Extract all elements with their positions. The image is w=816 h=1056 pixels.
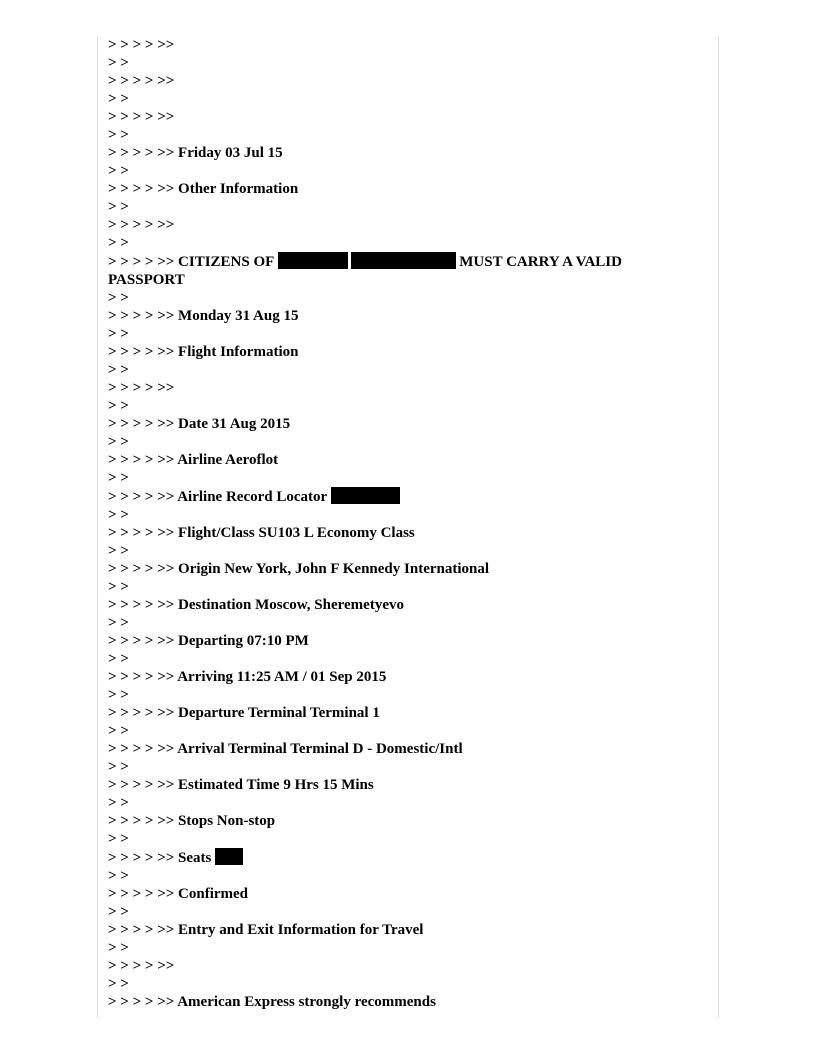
quote-line: > > bbox=[108, 579, 129, 595]
arriving-line: > > > > >> Arriving 11:25 AM / 01 Sep 2015 bbox=[108, 669, 387, 685]
quote-line: > > bbox=[108, 434, 129, 450]
itinerary-date-line: > > > > >> Monday 31 Aug 15 bbox=[108, 308, 299, 324]
quote-line: > > > > >> bbox=[108, 958, 175, 974]
redaction-block bbox=[215, 848, 243, 865]
quote-line: > > bbox=[108, 507, 129, 523]
quote-line: > > bbox=[108, 91, 129, 107]
quote-line: > > bbox=[108, 398, 129, 414]
quote-line: > > bbox=[108, 759, 129, 775]
arrival-terminal-line: > > > > >> Arrival Terminal Terminal D - Domestic/Intl bbox=[108, 741, 463, 757]
email-body bbox=[108, 36, 668, 1011]
flight-date-line: > > > > >> Date 31 Aug 2015 bbox=[108, 416, 291, 432]
recommendation-line: > > > > >> American Express strongly recommends bbox=[108, 994, 436, 1010]
quote-line: > > bbox=[108, 615, 129, 631]
quote-line: > > bbox=[108, 290, 129, 306]
passport-notice-after: MUST CARRY A VALID PASSPORT bbox=[108, 254, 622, 288]
quote-line: > > bbox=[108, 651, 129, 667]
quote-line: > > bbox=[108, 470, 129, 486]
quote-line: > > bbox=[108, 868, 129, 884]
departing-line: > > > > >> Departing 07:10 PM bbox=[108, 633, 309, 649]
quote-line: > > bbox=[108, 940, 129, 956]
passport-notice-line bbox=[108, 252, 663, 289]
confirmed-line: > > > > >> Confirmed bbox=[108, 886, 249, 902]
record-locator-line bbox=[108, 487, 668, 506]
quote-line: > > bbox=[108, 543, 129, 559]
quote-line: > > bbox=[108, 795, 129, 811]
redaction-block bbox=[331, 487, 400, 504]
passport-notice-text: > > > > >> CITIZENS OF bbox=[108, 254, 274, 270]
quote-line: > > bbox=[108, 687, 129, 703]
quote-line: > > bbox=[108, 163, 129, 179]
section-heading-other-information: > > > > >> Other Information bbox=[108, 181, 299, 197]
quote-line: > > > > >> bbox=[108, 380, 175, 396]
seats-line bbox=[108, 848, 668, 867]
destination-line: > > > > >> Destination Moscow, Sheremetyevo bbox=[108, 597, 404, 613]
quote-line: > > bbox=[108, 831, 129, 847]
quote-line: > > bbox=[108, 55, 129, 71]
departure-terminal-line: > > > > >> Departure Terminal Terminal 1 bbox=[108, 705, 380, 721]
quote-line: > > bbox=[108, 199, 129, 215]
itinerary-date-line: > > > > >> Friday 03 Jul 15 bbox=[108, 145, 283, 161]
quote-line: > > > > >> bbox=[108, 73, 175, 89]
entry-exit-heading: > > > > >> Entry and Exit Information for Travel bbox=[108, 922, 424, 938]
quote-line: > > bbox=[108, 362, 129, 378]
section-heading-flight-information: > > > > >> Flight Information bbox=[108, 344, 299, 360]
stops-line: > > > > >> Stops Non-stop bbox=[108, 813, 276, 829]
redaction-block bbox=[278, 252, 348, 269]
estimated-time-line: > > > > >> Estimated Time 9 Hrs 15 Mins bbox=[108, 777, 374, 793]
flight-class-line: > > > > >> Flight/Class SU103 L Economy Class bbox=[108, 525, 415, 541]
quote-line: > > bbox=[108, 235, 129, 251]
quote-line: > > > > >> bbox=[108, 37, 175, 53]
quote-line: > > bbox=[108, 723, 129, 739]
redaction-block bbox=[351, 252, 456, 269]
origin-line: > > > > >> Origin New York, John F Kennedy International bbox=[108, 561, 490, 577]
record-locator-label: > > > > >> Airline Record Locator bbox=[108, 489, 327, 505]
quote-line: > > bbox=[108, 976, 129, 992]
quote-line: > > bbox=[108, 326, 129, 342]
quote-line: > > > > >> bbox=[108, 109, 175, 125]
seats-label: > > > > >> Seats bbox=[108, 850, 212, 866]
quote-line: > > bbox=[108, 904, 129, 920]
quote-line: > > bbox=[108, 127, 129, 143]
airline-line: > > > > >> Airline Aeroflot bbox=[108, 452, 279, 468]
quote-line: > > > > >> bbox=[108, 217, 175, 233]
